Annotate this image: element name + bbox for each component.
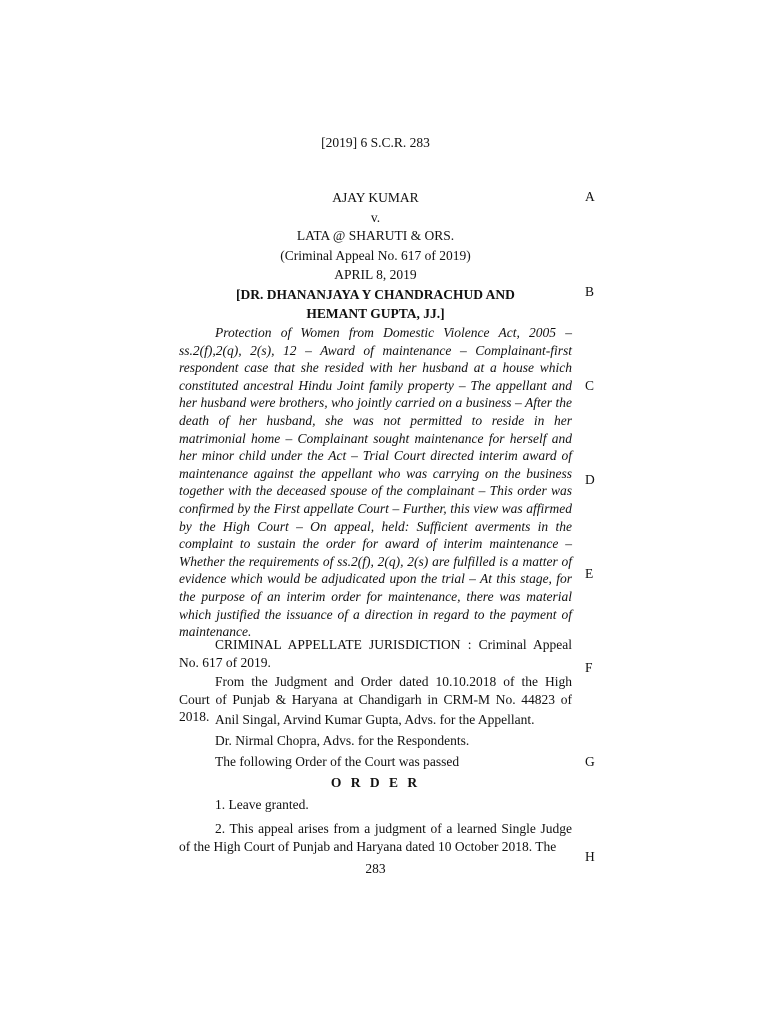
judgment-date: APRIL 8, 2019	[334, 267, 417, 282]
bench-line-2: HEMANT GUPTA, JJ.]	[306, 306, 445, 321]
counsel-respondent: Dr. Nirmal Chopra, Advs. for the Respondents.	[215, 733, 470, 748]
respondent-name: LATA @ SHARUTI & ORS.	[296, 228, 455, 243]
headnote: Protection of Women from Domestic Violence Act, 2005 – ss.2(f),2(q), 2(s), 12 – Award of maintenance – Complainant-first respondent case that she resided with her husband at a house which constituted ancestral Hindu Joint family property – The appellant and her husband were brothers, who jointly carried on a business – After the death of her husband, she was not permitted to reside in her matrimonial home – Complainant sought maintenance for herself and her minor child under the Act – Trial Court directed interim award of maintenance against the appellant who was carrying on the business together with the deceased spouse of the complainant – This order was confirmed by the First appellate Court – Further, this view was affirmed by the High Court – On appeal, held: Sufficient averments in the complaint to sustain the order for award of interim maintenance – Whether the requirements of ss.2(f), 2(q), 2(s) are fulfilled is a matter of evidence which would be adjudicated upon the trial – At this stage, for the purpose of an interim order for maintenance, there was material which justified the issuance of a direction in regard to the payment of maintenance.	[179, 325, 572, 640]
page-number: 283	[365, 861, 386, 876]
appellant-name: AJAY KUMAR	[332, 190, 419, 205]
bench-line-1: [DR. DHANANJAYA Y CHANDRACHUD AND	[236, 287, 515, 302]
margin-marker-f: F	[585, 660, 593, 675]
paragraph-1: 1. Leave granted.	[215, 797, 309, 812]
margin-marker-h: H	[585, 849, 595, 864]
margin-marker-g: G	[585, 754, 595, 769]
appeal-number: (Criminal Appeal No. 617 of 2019)	[280, 248, 471, 263]
paragraph-2: 2. This appeal arises from a judgment of a learned Single Judge of the High Court of Punjab and Haryana dated 10 October 2018. The	[179, 821, 572, 854]
order-intro: The following Order of the Court was passed	[215, 754, 460, 769]
margin-marker-a: A	[585, 189, 595, 204]
margin-marker-b: B	[585, 284, 595, 299]
counsel-appellant: Anil Singal, Arvind Kumar Gupta, Advs. for the Appellant.	[215, 712, 535, 727]
jurisdiction-statement: CRIMINAL APPELLATE JURISDICTION : Criminal Appeal No. 617 of 2019.	[179, 637, 572, 670]
versus-text: v.	[370, 210, 381, 225]
report-citation: [2019] 6 S.C.R. 283	[321, 135, 430, 150]
margin-marker-c: C	[585, 378, 595, 393]
margin-marker-d: D	[585, 472, 595, 487]
margin-marker-e: E	[585, 566, 594, 581]
order-heading: O R D E R	[330, 775, 421, 790]
from-judgment: From the Judgment and Order dated 10.10.2018 of the High Court of Punjab & Haryana at Chandigarh in CRM-M No. 44823 of 2018.	[179, 674, 572, 725]
